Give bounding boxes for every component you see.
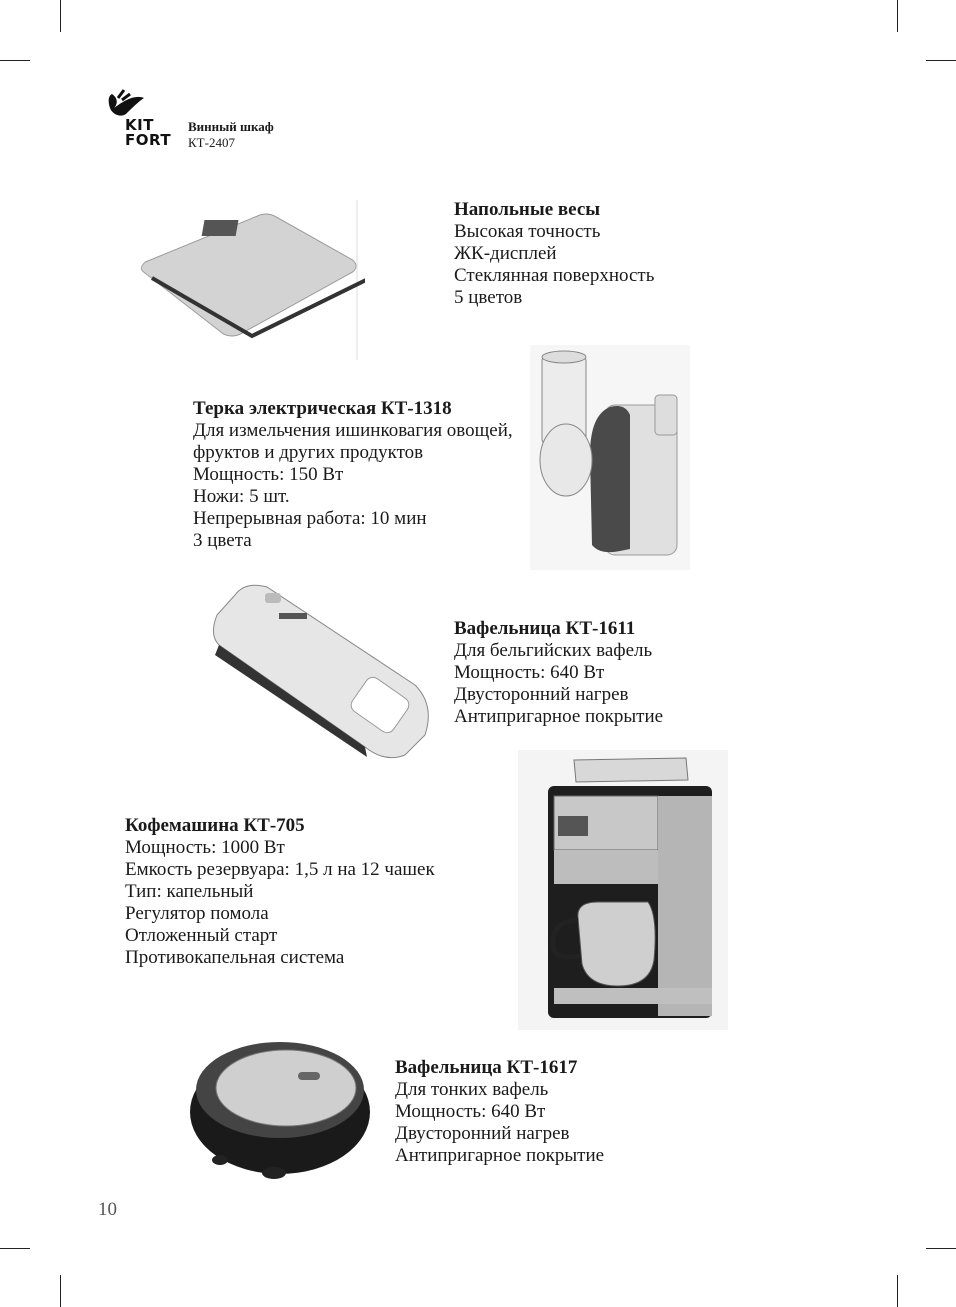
product-feature: Тип: капельный	[125, 881, 254, 902]
product-feature: Мощность: 640 Вт	[454, 662, 605, 683]
electric-grater-photo	[530, 345, 690, 570]
crop-mark	[897, 1275, 898, 1307]
product-waffle-maker-1617	[395, 1057, 604, 1167]
product-waffle-maker-1611	[454, 618, 663, 728]
product-feature: Антипригарное покрытие	[454, 706, 664, 727]
product-feature: фруктов и других продуктов	[193, 442, 424, 463]
crop-mark	[926, 60, 956, 61]
product-feature: Двусторонний нагрев	[454, 684, 629, 705]
product-feature: Отложенный старт	[125, 925, 278, 946]
crop-mark	[0, 1248, 30, 1249]
product-feature: Емкость резервуара: 1,5 л на 12 чашек	[125, 859, 435, 880]
product-feature: Мощность: 1000 Вт	[125, 837, 285, 858]
belgian-waffle-maker-photo	[205, 575, 440, 765]
crop-mark	[897, 0, 898, 32]
product-coffee-machine	[125, 815, 435, 969]
product-floor-scale	[454, 199, 654, 309]
logo-line1: KIT	[125, 116, 154, 134]
product-feature: Для измельчения ишинковагия овощей,	[193, 420, 513, 441]
floor-scale-photo	[140, 200, 365, 360]
coffee-machine-photo	[518, 750, 728, 1030]
crop-mark	[60, 0, 61, 32]
product-feature: Для тонких вафель	[395, 1079, 549, 1100]
product-feature: Непрерывная работа: 10 мин	[193, 508, 427, 529]
product-name: Вафельница КТ-1611	[454, 618, 636, 639]
product-feature: 3 цвета	[193, 530, 252, 551]
logo-line2: FORT	[125, 131, 172, 149]
product-feature: Стеклянная поверхность	[454, 265, 655, 286]
product-feature: Противокапельная система	[125, 947, 345, 968]
product-feature: 5 цветов	[454, 287, 523, 308]
crop-mark	[60, 1275, 61, 1307]
product-feature: Двусторонний нагрев	[395, 1123, 570, 1144]
product-name: Кофемашина КТ-705	[125, 815, 305, 836]
thin-waffle-maker-photo	[170, 1020, 385, 1190]
product-name: Вафельница КТ-1617	[395, 1057, 578, 1078]
document-model: КТ-2407	[188, 135, 235, 150]
product-electric-grater	[193, 398, 513, 552]
page-number: 10	[98, 1199, 117, 1220]
product-feature: Ножи: 5 шт.	[193, 486, 290, 507]
product-feature: Регулятор помола	[125, 903, 269, 924]
product-name: Терка электрическая КТ-1318	[193, 398, 452, 419]
product-feature: Высокая точность	[454, 221, 601, 242]
product-feature: ЖК-дисплей	[454, 243, 557, 264]
document-title: Винный шкаф	[188, 119, 274, 134]
product-name: Напольные весы	[454, 199, 601, 220]
product-feature: Для бельгийских вафель	[454, 640, 653, 661]
crop-mark	[0, 60, 30, 61]
crop-mark	[926, 1248, 956, 1249]
product-feature: Мощность: 150 Вт	[193, 464, 344, 485]
product-feature: Антипригарное покрытие	[395, 1145, 605, 1166]
product-feature: Мощность: 640 Вт	[395, 1101, 546, 1122]
logo-wordmark	[125, 118, 171, 148]
